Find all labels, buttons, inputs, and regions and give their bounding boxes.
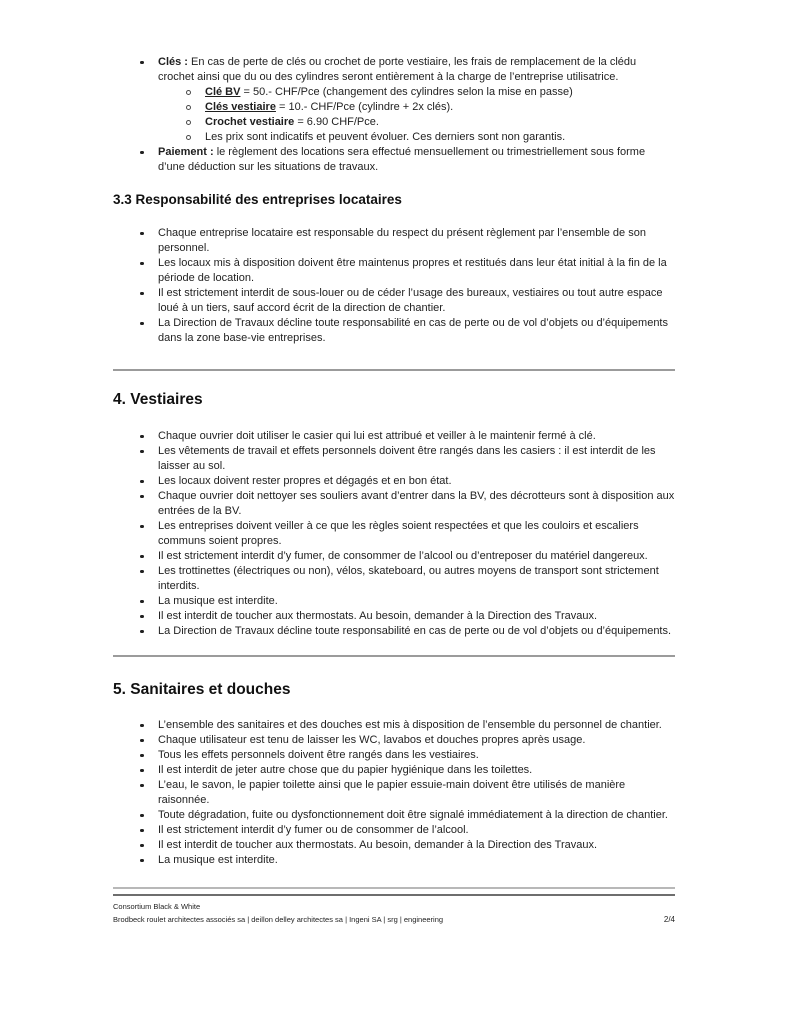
bullet-marker xyxy=(140,570,144,574)
bullet-marker xyxy=(140,754,144,758)
footer-row xyxy=(113,915,675,925)
footer-consortium: Consortium Black & White xyxy=(113,902,201,911)
list-item-text: La musique est interdite. xyxy=(158,595,278,607)
list-item xyxy=(113,145,675,175)
list-item xyxy=(113,564,675,594)
footer-partners: Brodbeck roulet architectes associés sa | deillon delley architectes sa | Ingeni SA | srg | engineering xyxy=(113,915,444,924)
text-run: = 10.- CHF/Pce (cylindre + 2x clés). xyxy=(275,101,454,113)
list-item xyxy=(113,609,675,624)
list-item-text xyxy=(158,146,645,173)
circle-bullet-marker xyxy=(186,120,191,125)
bullet-marker xyxy=(140,615,144,619)
page-footer xyxy=(113,887,675,925)
list-item xyxy=(113,853,675,868)
list-item xyxy=(113,286,675,316)
footer-divider-light xyxy=(113,887,675,889)
section-divider xyxy=(113,655,675,657)
text-run: = 6.90 CHF/Pce. xyxy=(294,116,379,128)
list-item-text: Il est interdit de toucher aux thermostats. Au besoin, demander à la Direction des Travaux. xyxy=(158,610,598,622)
list-item xyxy=(113,316,675,346)
list-item-text xyxy=(205,131,565,143)
list-item-text: Tous les effets personnels doivent être rangés dans les vestiaires. xyxy=(158,749,479,761)
bullet-marker xyxy=(140,859,144,863)
bullet-marker xyxy=(140,814,144,818)
list-item xyxy=(113,748,675,763)
bold-run: Paiement : xyxy=(158,146,217,158)
list-item xyxy=(158,130,675,145)
bullet-marker xyxy=(140,61,144,65)
list-item xyxy=(113,429,675,444)
bullet-marker xyxy=(140,232,144,236)
section-5-list xyxy=(113,718,675,868)
list-item-text: Il est interdit de jeter autre chose que du papier hygiénique dans les toilettes. xyxy=(158,764,533,776)
bullet-marker xyxy=(140,151,144,155)
section-4-heading: 4. Vestiaires xyxy=(113,391,203,408)
bold-run: Crochet vestiaire xyxy=(205,116,295,128)
list-item xyxy=(113,733,675,748)
bullet-marker xyxy=(140,322,144,326)
circle-bullet-marker xyxy=(186,105,191,110)
section-divider xyxy=(113,369,675,371)
list-item-text: Chaque entreprise locataire est responsable du respect du présent règlement par l’ensemble de son personnel. xyxy=(158,227,646,254)
list-item-text: Toute dégradation, fuite ou dysfonctionnement doit être signalé immédiatement à la direction de chantier. xyxy=(158,809,668,821)
list-item-text: Chaque ouvrier doit utiliser le casier qui lui est attribué et veiller à le maintenir fermé à clé. xyxy=(158,430,596,442)
bold-run: Clés : xyxy=(158,56,192,68)
list-item xyxy=(113,489,675,519)
bullet-marker xyxy=(140,525,144,529)
bullet-marker xyxy=(140,769,144,773)
bold-underline-run: Clé BV xyxy=(205,86,241,98)
list-item xyxy=(113,226,675,256)
list-item xyxy=(113,549,675,564)
list-item-text xyxy=(158,56,636,83)
list-item-text: La musique est interdite. xyxy=(158,854,278,866)
list-item xyxy=(113,808,675,823)
list-item xyxy=(113,55,675,145)
list-item-text: Les vêtements de travail et effets personnels doivent être rangés dans les casiers : il est interdit de les laisser au sol. xyxy=(158,445,656,472)
key-price-list xyxy=(158,85,675,145)
bullet-marker xyxy=(140,829,144,833)
list-item xyxy=(158,100,675,115)
list-item-text xyxy=(205,86,573,98)
list-item-text: Il est strictement interdit d’y fumer ou de consommer de l’alcool. xyxy=(158,824,469,836)
list-item xyxy=(113,624,675,639)
list-item-text: L’eau, le savon, le papier toilette ainsi que le papier essuie-main doivent être utilisés de manière raisonnée. xyxy=(158,779,626,806)
list-item-text xyxy=(205,116,379,128)
bullet-marker xyxy=(140,480,144,484)
section-4-list xyxy=(113,429,675,639)
bullet-marker xyxy=(140,555,144,559)
bullet-marker xyxy=(140,630,144,634)
list-item-text: La Direction de Travaux décline toute responsabilité en cas de perte ou de vol d’objets ou d’équipements. xyxy=(158,625,672,637)
list-item xyxy=(113,778,675,808)
circle-bullet-marker xyxy=(186,135,191,140)
bullet-marker xyxy=(140,724,144,728)
circle-bullet-marker xyxy=(186,90,191,95)
list-item xyxy=(158,115,675,130)
text-run: Les prix sont indicatifs et peuvent évoluer. Ces derniers sont non garantis. xyxy=(205,131,566,143)
list-item-text: Les entreprises doivent veiller à ce que les règles soient respectées et que les couloirs et escaliers communs soient propres. xyxy=(158,520,639,547)
text-run: En cas de perte de clés ou crochet de porte vestiaire, les frais de remplacement de la clédu crochet ainsi que du ou des cylindres seront entièrement à la charge de l’entreprise utilisatrice. xyxy=(158,56,637,83)
bullet-marker xyxy=(140,739,144,743)
bullet-marker xyxy=(140,600,144,604)
list-item-text: Les locaux mis à disposition doivent être maintenus propres et restitués dans leur état initial à la fin de la période de location. xyxy=(158,257,667,284)
list-item-text: La Direction de Travaux décline toute responsabilité en cas de perte ou de vol d’objets ou d’équipements dans la zone base-vie entreprises. xyxy=(158,317,668,344)
bullet-marker xyxy=(140,844,144,848)
bullet-marker xyxy=(140,450,144,454)
footer-divider-dark xyxy=(113,894,675,896)
bullet-marker xyxy=(140,292,144,296)
list-item-text: Chaque ouvrier doit nettoyer ses souliers avant d’entrer dans la BV, des décrotteurs sont à disposition aux entrées de la BV. xyxy=(158,490,675,517)
bold-underline-run: Clés vestiaire xyxy=(205,101,276,113)
keys-payment-list xyxy=(113,55,675,175)
list-item xyxy=(113,763,675,778)
page-number: 2/4 xyxy=(663,915,675,924)
text-run: = 50.- CHF/Pce (changement des cylindres selon la mise en passe) xyxy=(240,86,573,98)
list-item-text: Chaque utilisateur est tenu de laisser les WC, lavabos et douches propres après usage. xyxy=(158,734,586,746)
bullet-marker xyxy=(140,784,144,788)
bullet-marker xyxy=(140,262,144,266)
list-item xyxy=(158,85,675,100)
list-item xyxy=(113,838,675,853)
bullet-marker xyxy=(140,435,144,439)
list-item xyxy=(113,444,675,474)
list-item xyxy=(113,519,675,549)
list-item-text: Il est strictement interdit d’y fumer, de consommer de l’alcool ou d’entreposer du matériel dangereux. xyxy=(158,550,648,562)
list-item xyxy=(113,594,675,609)
list-item xyxy=(113,256,675,286)
list-item-text: Il est strictement interdit de sous-louer ou de céder l’usage des bureaux, vestiaires ou tout autre espace loué à un tiers, sauf accord écrit de la direction de chantier. xyxy=(158,287,663,314)
bullet-marker xyxy=(140,495,144,499)
list-item xyxy=(113,718,675,733)
list-item xyxy=(113,474,675,489)
list-item-text: Les trottinettes (électriques ou non), vélos, skateboard, ou autres moyens de transport sont strictement interdits. xyxy=(158,565,659,592)
section-33-list xyxy=(113,226,675,346)
list-item xyxy=(113,823,675,838)
text-run: le règlement des locations sera effectué mensuellement ou trimestriellement sous forme d’une déduction sur les situations de travaux. xyxy=(158,146,646,173)
list-item-text xyxy=(205,101,453,113)
section-33-heading: 3.3 Responsabilité des entreprises locataires xyxy=(113,192,402,207)
section-5-heading: 5. Sanitaires et douches xyxy=(113,681,291,698)
list-item-text: Il est interdit de toucher aux thermostats. Au besoin, demander à la Direction des Travaux. xyxy=(158,839,598,851)
list-item-text: Les locaux doivent rester propres et dégagés et en bon état. xyxy=(158,475,452,487)
list-item-text: L’ensemble des sanitaires et des douches est mis à disposition de l’ensemble du personnel de chantier. xyxy=(158,719,662,731)
